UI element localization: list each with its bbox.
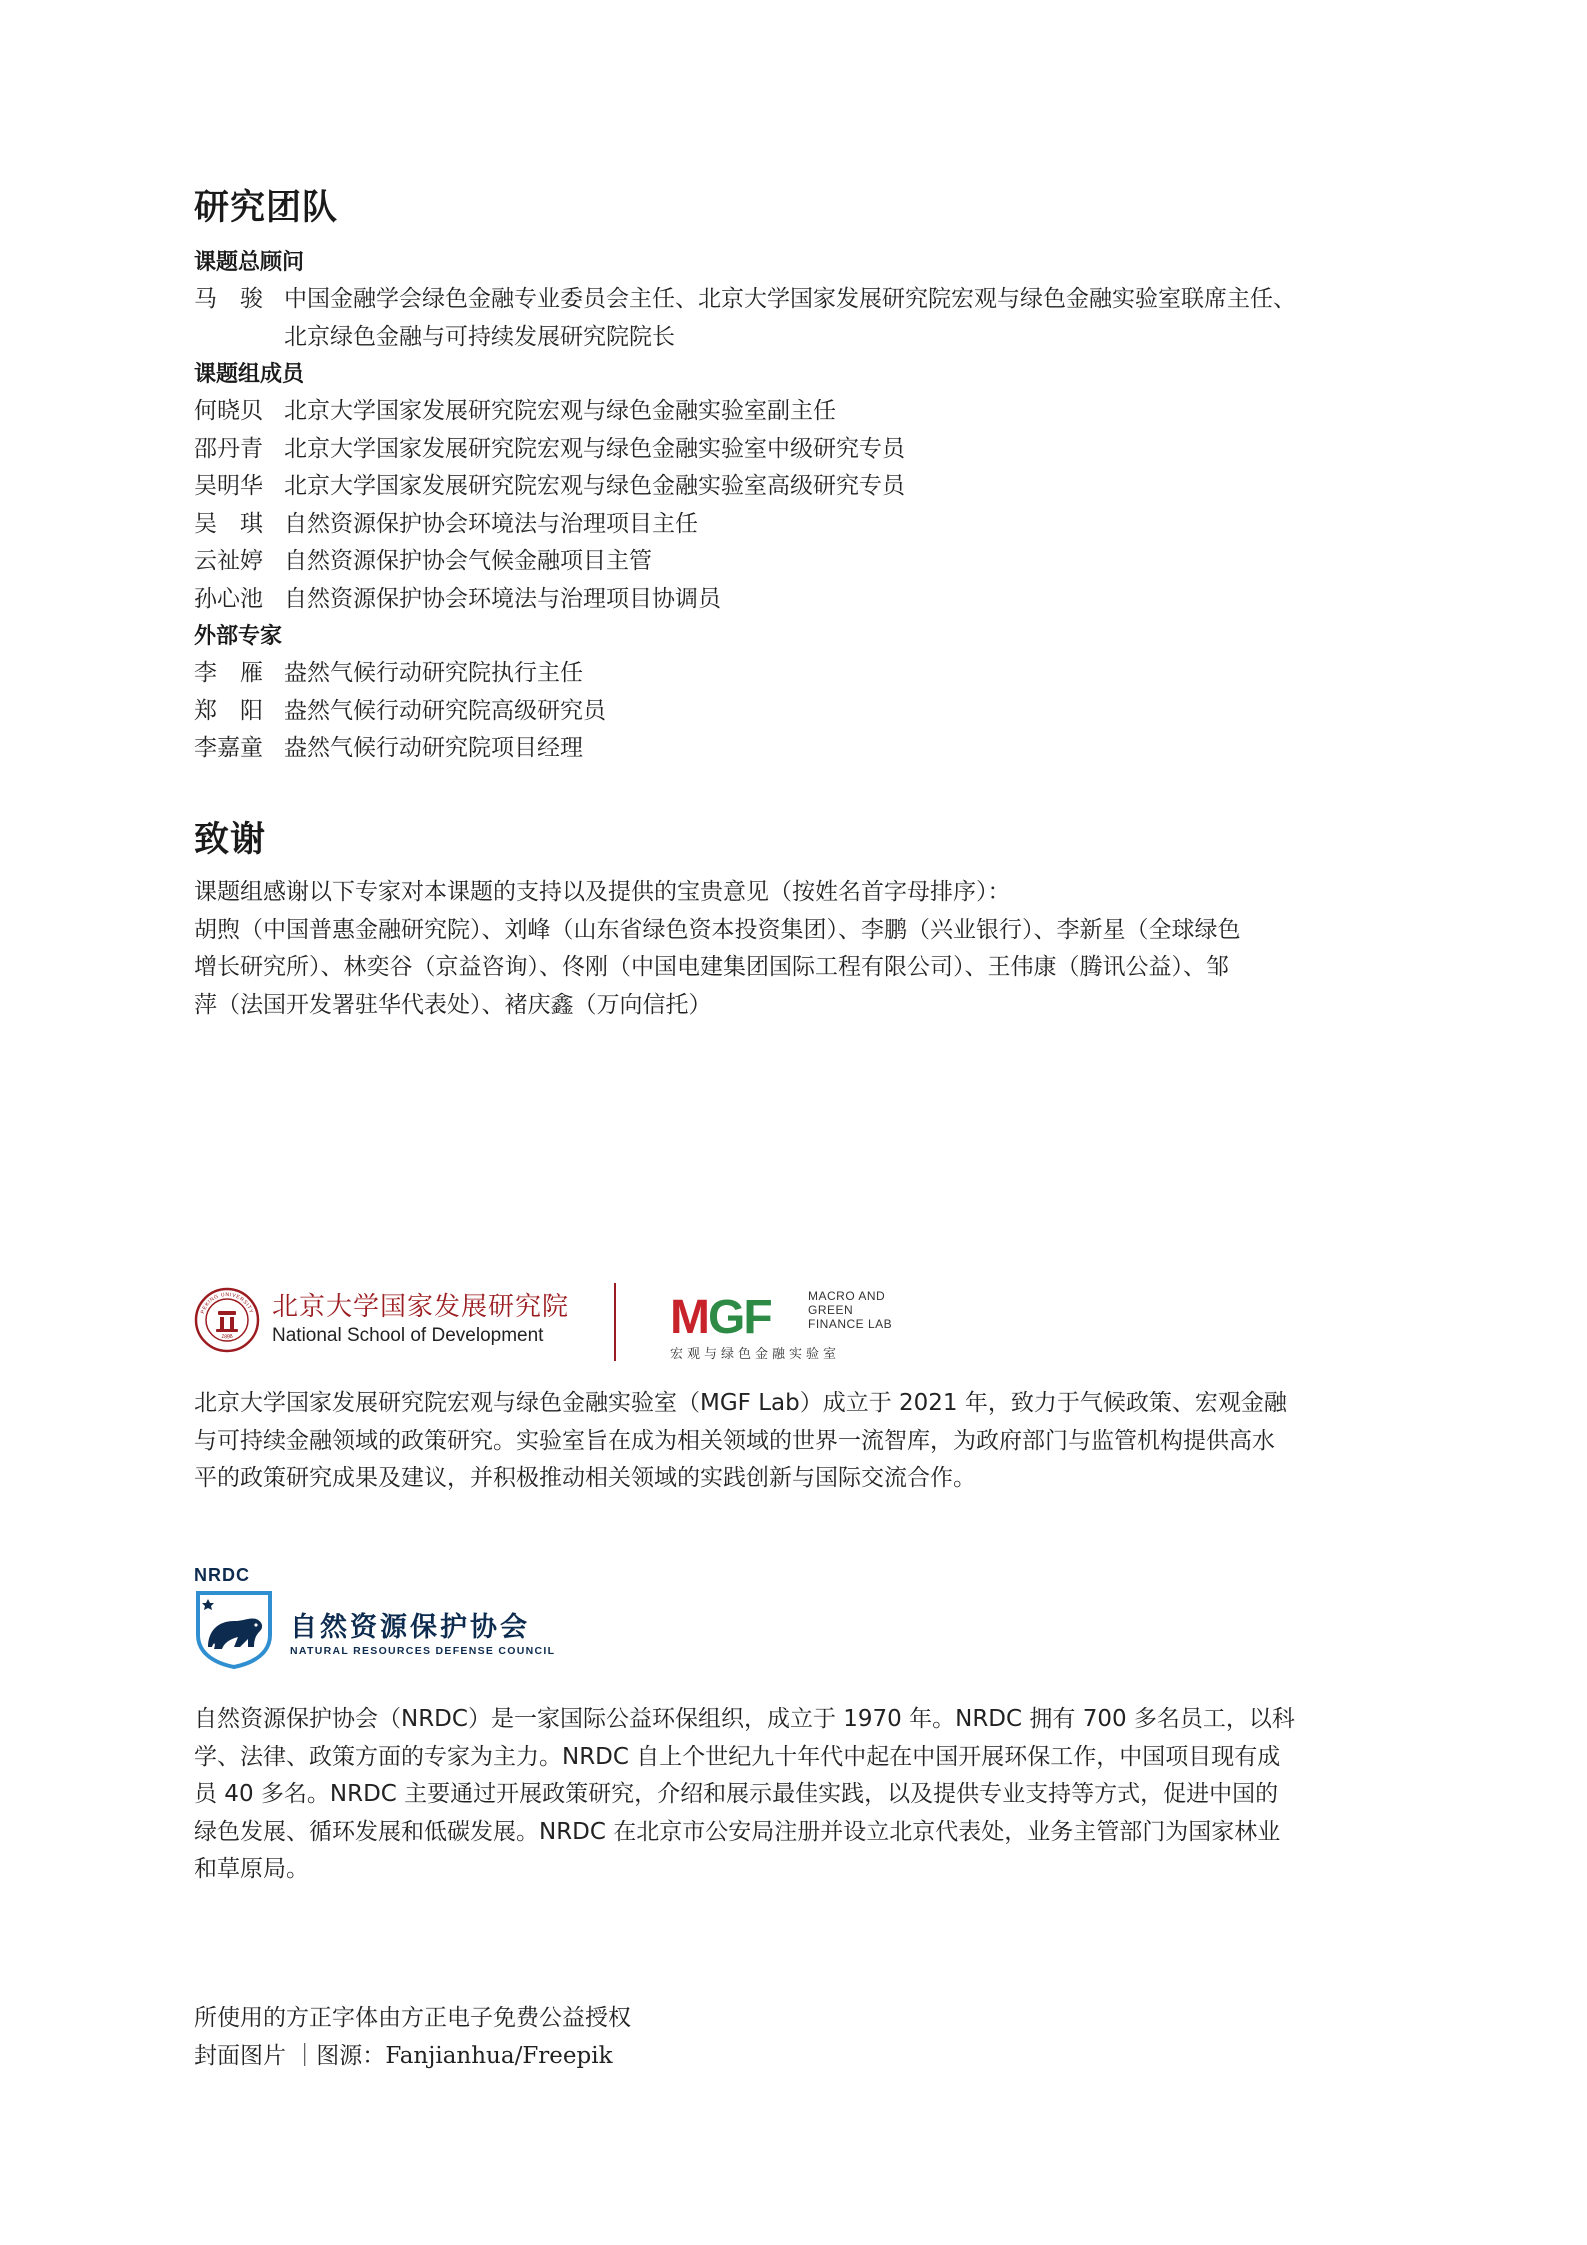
- partner-logos: [194, 1283, 914, 1373]
- member-role: 自然资源保护协会环境法与治理项目主任: [284, 510, 698, 537]
- member-name: 孙心池: [194, 585, 263, 612]
- seal-text: PEKING UNIVERSITY: [199, 1291, 255, 1315]
- pku-name-cn: 北京大学国家发展研究院: [272, 1292, 570, 1322]
- member-role: 北京大学国家发展研究院宏观与绿色金融实验室高级研究专员: [284, 473, 905, 499]
- mgf-description: [194, 1385, 1364, 1498]
- mgf-name-cn: 宏观与绿色金融实验室: [670, 1347, 841, 1362]
- member-name: 吴 琪: [194, 510, 263, 537]
- group-title-members: 课题组成员: [194, 362, 305, 387]
- mgf-description-line: 北京大学国家发展研究院宏观与绿色金融实验室（MGF Lab）成立于 2021 年，致力于气候政策、宏观金融: [194, 1390, 1287, 1416]
- mgf-description-line: 平的政策研究成果及建议，并积极推动相关领域的实践创新与国际交流合作。: [194, 1465, 976, 1491]
- acknowledgements-intro: 课题组感谢以下专家对本课题的支持以及提供的宝贵意见（按姓名首字母排序）：: [194, 879, 1011, 905]
- member-name: 吴明华: [194, 473, 263, 499]
- member-row: [194, 319, 1364, 357]
- group-title-external-experts: 外部专家: [194, 624, 283, 649]
- logo-divider: [614, 1283, 616, 1361]
- svg-text:MGF: MGF: [670, 1291, 771, 1341]
- mgf-name-en-line: MACRO AND: [808, 1289, 886, 1303]
- acknowledgements-line: 增长研究所）、林奕谷（京益咨询）、佟刚（中国电建集团国际工程有限公司）、王伟康（腾讯公益）、邹: [194, 954, 1229, 980]
- member-row: [194, 468, 1364, 506]
- acknowledgements-line: 萍（法国开发署驻华代表处）、褚庆鑫（万向信托）: [194, 991, 712, 1018]
- font-license-note: 所使用的方正字体由方正电子免费公益授权: [194, 2005, 631, 2031]
- pku-name-block: [272, 1291, 569, 1349]
- mgf-name-en-line: GREEN: [808, 1303, 854, 1317]
- member-role: 盎然气候行动研究院项目经理: [284, 735, 583, 761]
- member-name: 李嘉童: [194, 735, 263, 761]
- nrdc-description-line: 和草原局。: [194, 1856, 309, 1882]
- svg-text:1898: [221, 1334, 234, 1341]
- nrdc-description-line: 自然资源保护协会（NRDC）是一家国际公益环保组织，成立于 1970 年。NRDC 拥有 700 多名员工，以科: [194, 1706, 1295, 1732]
- pku-name-en: National School of Development: [272, 1325, 544, 1346]
- member-role: 北京大学国家发展研究院宏观与绿色金融实验室副主任: [284, 398, 836, 424]
- member-row: [194, 431, 1364, 469]
- nrdc-description-line: 学、法律、政策方面的专家为主力。NRDC 自上个世纪九十年代中起在中国开展环保工作，中国项目现有成: [194, 1743, 1281, 1770]
- mgf-name-en: [808, 1289, 892, 1331]
- nrdc-name-en: NATURAL RESOURCES DEFENSE COUNCIL: [290, 1645, 556, 1657]
- cover-image-label: 封面图片 ｜图源：: [194, 2042, 386, 2069]
- member-role: 中国金融学会绿色金融专业委员会主任、北京大学国家发展研究院宏观与绿色金融实验室联席主任、: [284, 286, 1296, 312]
- member-row: [194, 281, 1364, 319]
- member-row: [194, 693, 1364, 731]
- research-team-title: 研究团队: [194, 188, 339, 228]
- member-role: 北京绿色金融与可持续发展研究院院长: [284, 323, 675, 350]
- nrdc-logo: [194, 1565, 614, 1670]
- mgf-name-en-line: FINANCE LAB: [808, 1317, 893, 1331]
- member-name: 马 骏: [194, 286, 263, 312]
- member-name: 何晓贝: [194, 398, 263, 424]
- nrdc-description: [194, 1701, 1364, 1889]
- nrdc-label: NRDC: [194, 1565, 250, 1585]
- cover-image-source: Fanjianhua/Freepik: [385, 2042, 613, 2069]
- member-role: 北京大学国家发展研究院宏观与绿色金融实验室中级研究专员: [284, 435, 905, 462]
- member-role: 自然资源保护协会气候金融项目主管: [284, 548, 652, 574]
- member-row: [194, 393, 1364, 431]
- member-name: 云祉婷: [194, 548, 263, 574]
- member-role: 盎然气候行动研究院高级研究员: [284, 697, 606, 724]
- member-row: [194, 730, 1364, 768]
- member-role: 自然资源保护协会环境法与治理项目协调员: [284, 585, 721, 612]
- research-team-section: [194, 186, 1364, 768]
- member-row: [194, 655, 1364, 693]
- group-title-chief-advisor: 课题总顾问: [194, 250, 305, 275]
- member-role: 盎然气候行动研究院执行主任: [284, 660, 583, 686]
- pku-seal-logo: [194, 1287, 260, 1353]
- cover-image-credit: [194, 2038, 1364, 2076]
- nrdc-description-line: 员 40 多名。NRDC 主要通过开展政策研究，介绍和展示最佳实践，以及提供专业支持等方式，促进中国的: [194, 1781, 1279, 1807]
- mgf-logo-mark: [670, 1289, 800, 1341]
- member-row: [194, 506, 1364, 544]
- acknowledgements-section: [194, 818, 1364, 1024]
- footer: [194, 2000, 1364, 2075]
- acknowledgements-line: 胡煦（中国普惠金融研究院）、刘峰（山东省绿色资本投资集团）、李鹏（兴业银行）、李新星（全球绿色: [194, 916, 1241, 943]
- member-row: [194, 543, 1364, 581]
- nrdc-name-cn: 自然资源保护协会: [290, 1612, 530, 1643]
- mgf-description-line: 与可持续金融领域的政策研究。实验室旨在成为相关领域的世界一流智库，为政府部门与监管机构提供高水: [194, 1427, 1275, 1454]
- member-name: 郑 阳: [194, 697, 263, 724]
- nrdc-description-line: 绿色发展、循环发展和低碳发展。NRDC 在北京市公安局注册并设立北京代表处，业务主管部门为国家林业: [194, 1818, 1281, 1845]
- member-name: 李 雁: [194, 660, 263, 686]
- seal-year: 1898: [220, 1333, 234, 1341]
- member-name: [194, 319, 284, 357]
- polar-bear-shield-icon: [194, 1591, 274, 1669]
- member-row: [194, 581, 1364, 619]
- member-name: 邵丹青: [194, 435, 263, 462]
- acknowledgements-title: 致谢: [194, 820, 267, 860]
